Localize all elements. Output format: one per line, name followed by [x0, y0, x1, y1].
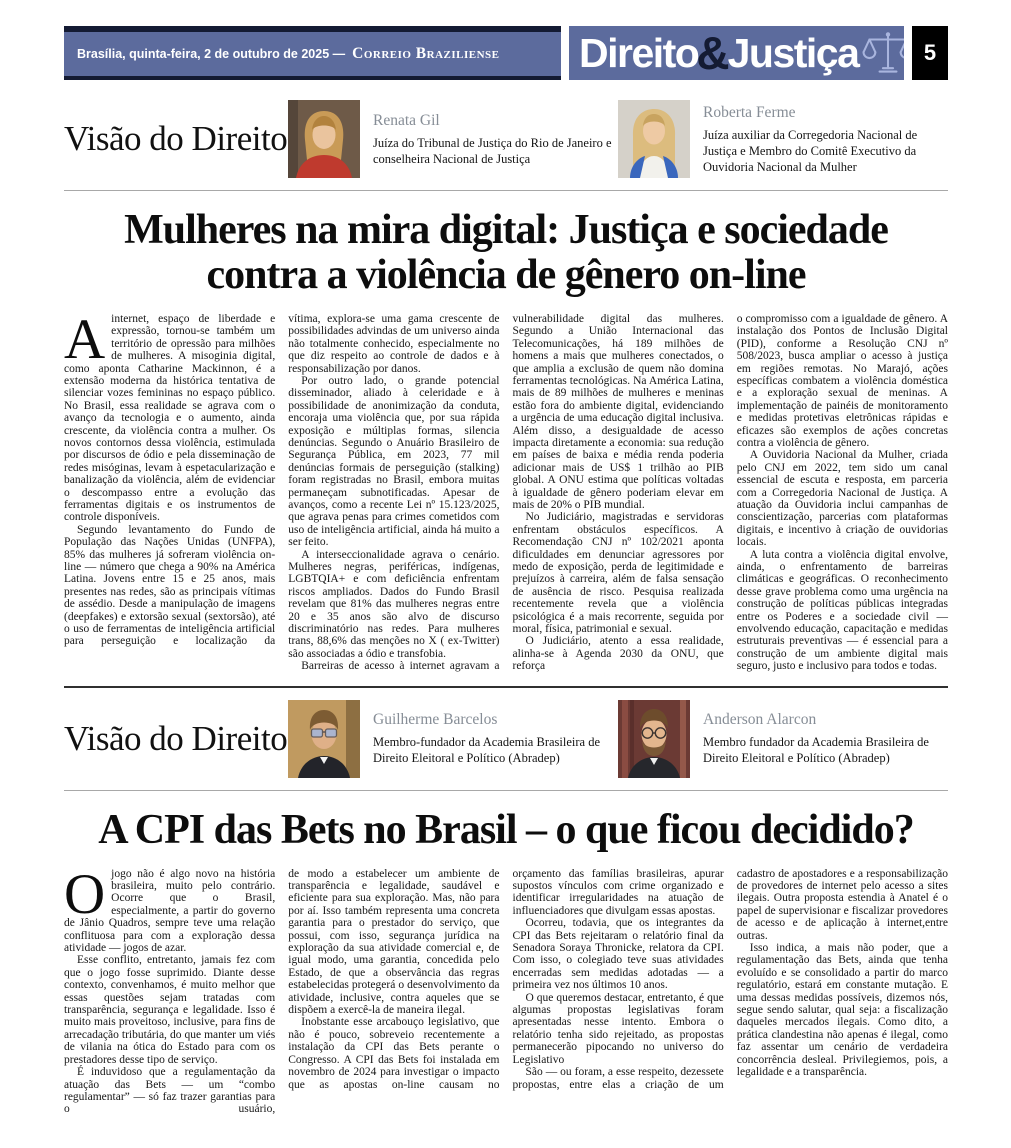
author-photo-anderson-alarcon-image — [618, 700, 690, 778]
article-column — [288, 868, 499, 1116]
masthead: Correio Braziliense — [352, 45, 500, 62]
author-photo — [288, 700, 360, 778]
paragraph: orçamento das famílias brasileiras, apurar supostos vínculos com crime organizado e identificar irregularidades na atuação de influenciadores que divulgam essas apostas. — [512, 867, 724, 917]
article-column — [64, 862, 276, 1116]
author-bio: Membro-fundador da Academia Brasileira de Direito Eleitoral e Político (Abradep) — [373, 735, 600, 766]
paragraph: de modo a estabelecer um ambiente de transparência e legalidade, saudável e eficiente para sua exploração. Mas, não para por aí. Isso também representa uma concreta garantia para o prestador do serviço, que possui, com isso, segurança jurídica na exploração da sua atividade comercial e, de igual modo, uma garantia, concedida pelo Estado, de que a observância das regras estabelecidas protegerá o desenvolvimento da atividade, inclusive, contra aqueles que se dispõem a exercê-la de maneira ilegal. — [288, 867, 500, 1017]
paragraph: Barreiras de acesso à internet agravam a — [301, 660, 500, 673]
author-photo — [618, 700, 690, 778]
paragraph: É induvidoso que a regulamentação da atuação das Bets — um “combo regulamentar” — só faz trazer garantias para o usuário, — [64, 1066, 276, 1116]
author-name: Roberta Ferme — [703, 103, 796, 121]
drop-cap: A — [64, 307, 106, 371]
paragraph: Segundo levantamento do Fundo de População das Nações Unidas (UNFPA), 85% das mulheres já sofreram violência on-line — número que chega a 90% na América Latina. Jovens entre 15 e 25 anos, mais presentes nas redes, são as principais vítimas de assédio. Desde a manipulação de imagens (deepfakes) e extorsão sexual (sextorsão), até o uso de ferramentas de inteligência artificial para perseguição e localização da — [64, 523, 276, 648]
author-card-renata-gil — [288, 100, 618, 178]
article-column — [737, 313, 948, 673]
banner-word-justica: Justiça — [727, 29, 859, 76]
banner-word-direito: Direito — [579, 29, 699, 76]
author-bio: Juíza auxiliar da Corregedoria Nacional de Justiça e Membro do Comitê Executivo da Ouvidoria Nacional da Mulher — [703, 127, 918, 174]
paragraph: cadastro de apostadores e a responsabilização de provedores de internet pelo acesso a sites ilegais. Outra proposta estendia à Anatel é o papel de supervisionar e fiscalizar provedores de acesso e de aplicação à internet,entre outras. — [736, 867, 948, 942]
paragraph: o compromisso com a igualdade de gênero. A instalação dos Pontos de Inclusão Digital (PID), conforme a Resolução CNJ nº 508/2023, busca ampliar o acesso à justiça em regiões remotas. No Marajó, ações específicas combatem a violência doméstica e a exploração sexual de meninas. A implementação de painéis de monitoramento e medidas protetivas eletrônicas rápidas e eficazes são exemplos de ações concretas contra a violência de gênero. — [736, 312, 948, 449]
paragraph: vítima, explora-se uma gama crescente de possibilidades advindas de um universo ainda não totalmente conhecido, especialmente no que diz respeito ao controle de dados e à responsabilização por danos. — [288, 312, 500, 375]
paragraph: Esse conflito, entretanto, jamais fez com que o jogo fosse suprimido. Diante desse contexto, convenhamos, é muito melhor que essas questões sejam tratadas com transparência, segurança e legalidade. Isso é muito mais proveitoso, inclusive, para fins de arrecadação tributária, do que manter um viés de vilania na ótica do Estado para com os prestadores desse tipo de serviço. — [64, 954, 276, 1066]
page-number: 5 — [912, 26, 948, 80]
paragraph: A interseccionalidade agrava o cenário. Mulheres negras, periféricas, indígenas, LGBTQIA+ e com deficiência enfrentam riscos ampliados. Dados do Fundo Brasil revelam que 81% das mulheres negras entre 20 e 35 anos são alvo de discurso discriminatório nas redes. Para mulheres trans, 88,6% das menções no X ( ex-Twitter) são associadas a ódio e transfobia. — [288, 548, 500, 660]
dateline: Brasília, quinta-feira, 2 de outubro de 2025 — — [77, 47, 346, 61]
paragraph: vulnerabilidade digital das mulheres. Segundo a União Internacional das Telecomunicações, há 189 milhões de homens a mais que mulheres conectados, o que amplia a exclusão de quem não domina ferramentas tecnológicas. Na América Latina, mais de 89 milhões de mulheres e meninas estão fora do ambiente digital, evidenciando a urgência de uma educação digital inclusiva. Além disso, a desigualdade de acesso impacta diretamente a economia: sua redução em países de baixa e média renda poderia adicionar mais de US$ 1 trilhão ao PIB global. A ONU estima que políticas voltadas à igualdade de gênero poderiam elevar em mais de 20% o PIB mundial. — [512, 312, 724, 511]
paragraph: Ocorreu, todavia, que os integrantes da CPI das Bets rejeitaram o relatório final da Senadora Soraya Thronicke, relatora da CPI. Com isso, o colegiado teve suas atividades encerradas sem medidas adotadas — a primeira vez nos últimos 10 anos. — [512, 917, 724, 992]
paragraph: A Ouvidoria Nacional da Mulher, criada pelo CNJ em 2022, tem sido um canal essencial de escuta e resposta, em parceria com a Corregedoria Nacional de Justiça. A atuação da Ouvidoria inclui campanhas de conscientização, parcerias com plataformas digitais, e incentivo à criação de ouvidorias locais. — [736, 449, 948, 549]
paragraph: Por outro lado, o grande potencial disseminador, aliado à celeridade e à possibilidade de anonimização da conduta, encoraja uma violência que, por sua rápida exposição e múltiplas formas, silencia denúncias. Segundo o Anuário Brasileiro de Segurança Pública, em 2023, 77 mil denúncias formais de perseguição (stalking) foram registradas no Brasil, embora muitas permaneçam subnotificadas. Apesar de avanços, como a recente Lei nº 15.123/2025, que agrava penas para crimes cometidos com uso de inteligência artificial, ainda há muito a ser feito. — [288, 374, 500, 549]
section-label: Visão do Direito — [64, 718, 288, 758]
scales-of-justice-icon — [861, 30, 904, 76]
article-column — [288, 313, 499, 673]
oped-section-mulheres — [64, 89, 948, 673]
author-card-guilherme-barcelos — [288, 700, 618, 778]
author-bio: Juíza do Tribunal de Justiça do Rio de Janeiro e conselheira Nacional de Justiça — [373, 135, 612, 166]
section-banner — [569, 26, 904, 80]
paragraph: No Judiciário, magistradas e servidoras enfrentam obstáculos específicos. A Recomendação CNJ nº 102/2021 aponta dificuldades em denunciar agressores por medo de exposição, perda de legitimidade e prejuízos à carreira, além de falsa sensação de ausência de risco. Pesquisa realizada recentemente revela que a violência psicológica é a mais recorrente, seguida por moral, física, patrimonial e sexual. — [512, 511, 724, 636]
author-name: Guilherme Barcelos — [373, 711, 498, 729]
author-photo-roberta-ferme-image — [618, 100, 690, 178]
author-card-anderson-alarcon — [618, 700, 948, 778]
article-body — [64, 862, 948, 1116]
author-name: Renata Gil — [373, 111, 440, 129]
article-column — [513, 868, 724, 1116]
oped-section-cpi-bets — [64, 686, 948, 1116]
paragraph: O que queremos destacar, entretanto, é que algumas propostas legislativas foram apresentadas nesse intento. Embora o relatório tenha sido rejeitado, as propostas permanecerão pipocando no universo do Legislativo — [512, 991, 724, 1066]
paragraph: Inobstante esse arcabouço legislativo, que não é pouco, sobreveio recentemente a instalação da CPI das Bets perante o Congresso. A CPI das Bets foi instalada em novembro de 2024 para investigar o impacto que as apostas on-line causam no — [288, 1016, 500, 1091]
byline-row — [64, 688, 948, 791]
author-text — [373, 711, 618, 766]
author-text — [703, 104, 948, 175]
page-header — [64, 26, 948, 80]
author-photo-renata-gil-image — [288, 100, 360, 178]
author-text — [703, 711, 948, 766]
author-bio: Membro fundador da Academia Brasileira de Direito Eleitoral e Político (Abradep) — [703, 735, 929, 766]
author-card-roberta-ferme — [618, 100, 948, 178]
author-photo — [618, 100, 690, 178]
byline-row — [64, 89, 948, 191]
paragraph: Ojogo não é algo novo na história brasileira, muito pelo contrário. Ocorre que o Brasil, especialmente, a partir do governo de Jânio Quadros, sempre teve uma relação conflituosa para com a exploração dessa atividade — jogos de azar. — [64, 862, 276, 955]
section-label: Visão do Direito — [64, 119, 288, 158]
paragraph: A luta contra a violência digital envolve, ainda, o enfrentamento de barreiras climáticas e geográficas. O reconhecimento desse grave problema como uma urgência na construção de políticas públicas integradas entre os Poderes e a sociedade civil — envolvendo educação, capacitação e medidas estruturais preventivas — é essencial para a construção de um ambiente digital mais seguro, justo e inclusivo para todos e todas. — [736, 548, 948, 673]
author-photo-guilherme-barcelos-image — [288, 700, 360, 778]
paragraph: O Judiciário, atento a essa realidade, alinha-se à Agenda 2030 da ONU, que reforça — [512, 635, 724, 673]
article-column — [64, 307, 276, 673]
article-body — [64, 307, 948, 673]
drop-cap: O — [64, 862, 106, 926]
author-photo — [288, 100, 360, 178]
author-text — [373, 112, 618, 167]
article-column — [737, 868, 948, 1116]
paragraph: São — ou foram, a esse respeito, dezessete propostas, entre elas a criação de um — [512, 1066, 724, 1091]
dateline-bar — [64, 26, 561, 80]
article-headline: A CPI das Bets no Brasil – o que ficou decidido? — [98, 806, 914, 853]
author-name: Anderson Alarcon — [703, 711, 817, 729]
banner-ampersand: & — [696, 27, 730, 79]
article-column — [513, 313, 724, 673]
article-headline: Mulheres na mira digital: Justiça e sociedade contra a violência de gênero on-line — [124, 207, 888, 298]
paragraph: Ainternet, espaço de liberdade e expressão, tornou-se também um território de opressão para milhões de mulheres. A misoginia digital, como aponta Catharine Mackinnon, é a extensão moderna da histórica tentativa de silenciar vozes femininas no espaço público. No Brasil, essa realidade se agrava com o avanço da tecnologia e o aumento, ainda crescente, da violência contra a mulher. Os novos contornos dessa violência, estimulada por discursos de ódio e pela disseminação de redes misóginas, levam à espetacularização e banalização da violência, além de evidenciar o descompasso entre a evolução das ferramentas digitais e os instrumentos de controle disponíveis. — [64, 307, 276, 524]
paragraph: Isso indica, a mais não poder, que a regulamentação das Bets, ainda que tenha evoluído e se consolidado a partir do marco regulatório, estará em constante mutação. E uma dessas medidas possíveis, dizemos nós, segue sendo salutar, qual seja: a fiscalização daqueles mercados ilegais. Como dito, a prática clandestina não apenas é ilegal, como faz assentar um cenário de verdadeira concorrência desleal. Privilegiemos, pois, a legalidade e a transparência. — [736, 942, 948, 1079]
